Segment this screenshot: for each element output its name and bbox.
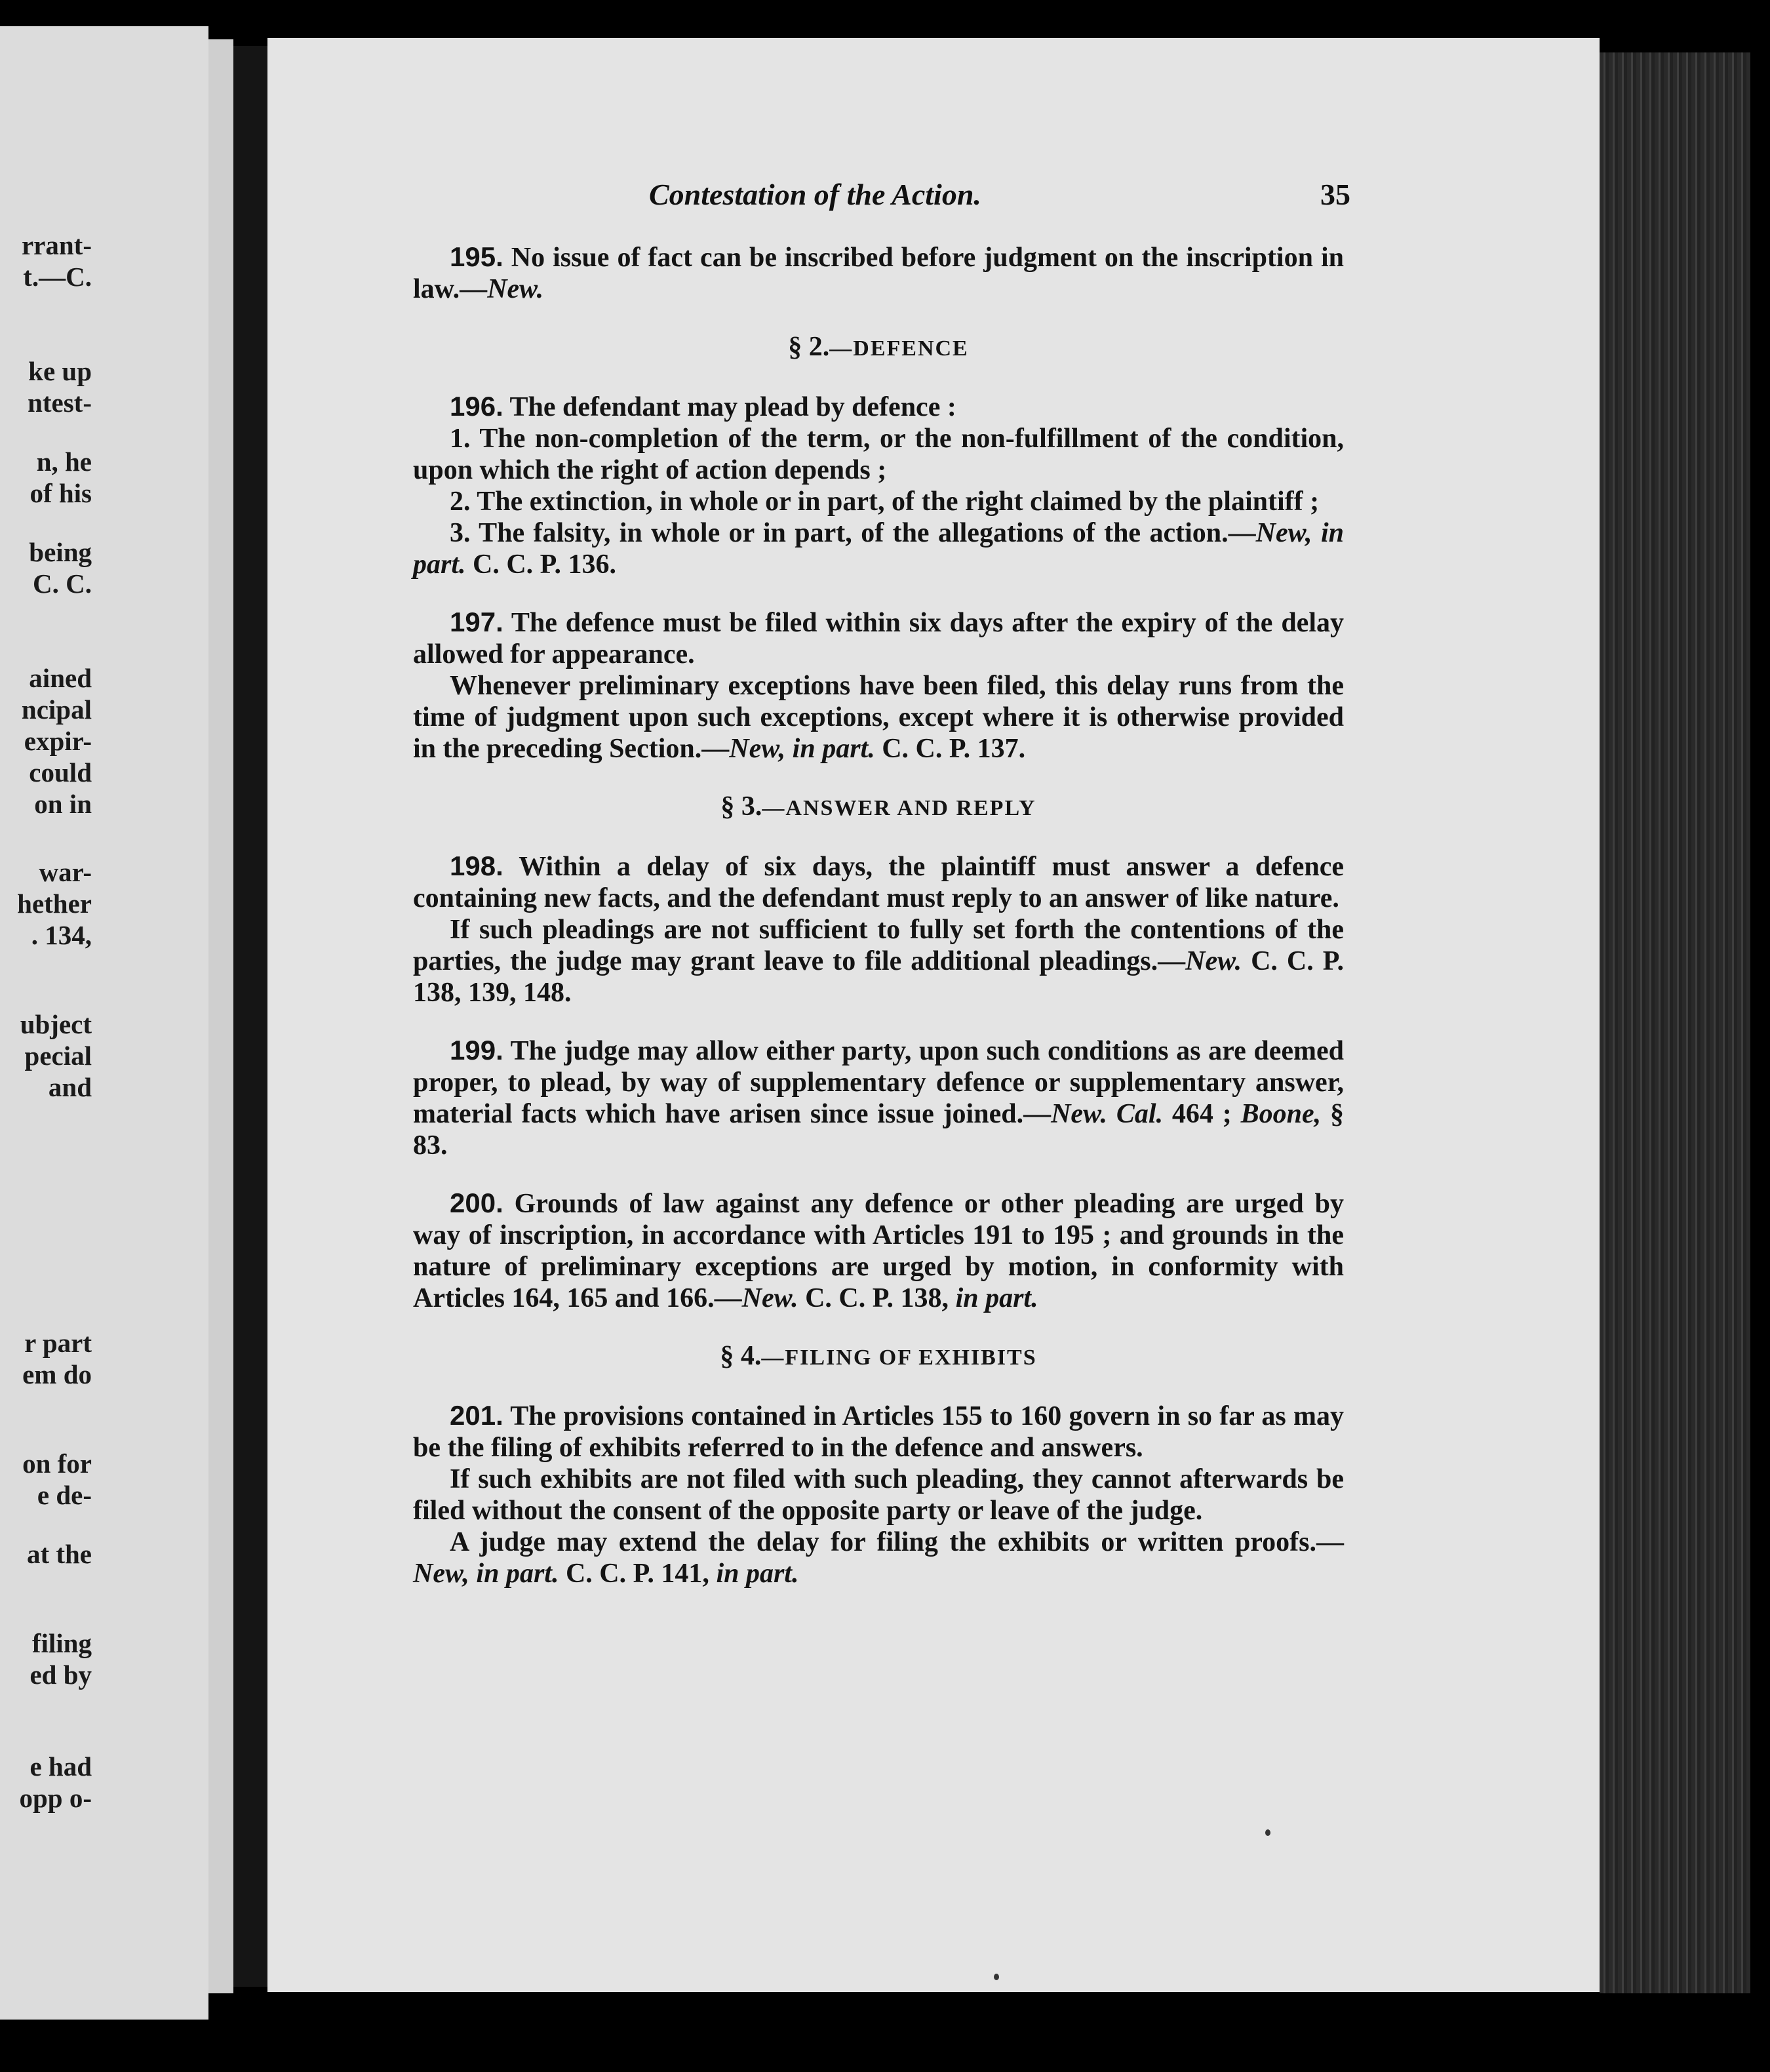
- gutter-shadow: [208, 39, 233, 1993]
- article-text: Whenever preliminary exceptions have been filed, this delay runs from the time of judgment upon such exceptions, except where it is otherwise provided in the preceding Section.—: [413, 671, 1344, 764]
- article-197-para-2: [413, 670, 1344, 765]
- left-fragment-line: could: [29, 757, 92, 787]
- left-fragment-line: hether: [17, 888, 92, 919]
- article-197: [413, 607, 1344, 670]
- article-198-para-2: [413, 914, 1344, 1008]
- article-number: 200.: [450, 1187, 503, 1218]
- article-201-para-3: [413, 1526, 1344, 1589]
- source-citation: New.: [1185, 946, 1242, 976]
- page-number: 35: [1320, 178, 1350, 211]
- left-fragment-line: n, he: [36, 447, 92, 477]
- code-reference: C. C. P. 137.: [875, 734, 1026, 764]
- section-title: —ANSWER AND REPLY: [762, 796, 1036, 820]
- code-reference: C. C. P. 138, 139, 148.: [413, 946, 1344, 1008]
- article-text: The judge may allow either party, upon such conditions as are deemed proper, to plead, by way of supplementary defence or supplementary answer, material facts which have arisen since issue joined.—: [413, 1036, 1344, 1129]
- article-text: If such pleadings are not sufficient to fully set forth the contentions of the parties, the judge may grant leave to file additional pleadings.—: [413, 915, 1344, 976]
- left-fragment-line: filing: [31, 1628, 92, 1658]
- article-number: 196.: [450, 391, 503, 422]
- article-198: [413, 850, 1344, 914]
- left-fragment-line: on for: [22, 1448, 92, 1479]
- ink-speck: [994, 1974, 999, 1980]
- left-fragment-line: opp o-: [19, 1783, 92, 1813]
- source-citation: Boone,: [1240, 1099, 1322, 1129]
- section-heading-answer-and-reply: [413, 791, 1344, 824]
- left-fragment-line: e had: [30, 1751, 92, 1782]
- left-page-fragment: [0, 26, 208, 2020]
- article-196-item-2: 2. The extinction, in whole or in part, of the right claimed by the plaintiff ;: [450, 487, 1320, 517]
- left-fragment-line: ncipal: [21, 694, 92, 725]
- article-number: 198.: [450, 850, 503, 881]
- article-text: Within a delay of six days, the plaintiff must answer a defence containing new facts, and the defendant must reply to an answer of like nature.: [413, 852, 1344, 913]
- article-196-item-1: 1. The non-completion of the term, or the non-fulfillment of the condition, upon which the right of action depends ;: [413, 424, 1344, 485]
- section-heading-defence: [413, 331, 1344, 365]
- article-200: [413, 1187, 1344, 1314]
- spacer-text: [1107, 1099, 1116, 1129]
- left-fragment-line: war-: [39, 857, 92, 887]
- article-201-para-2: If such exhibits are not filed with such pleading, they cannot afterwards be filed without the consent of the opposite party or leave of the judge.: [413, 1464, 1344, 1526]
- code-reference: 464 ;: [1163, 1099, 1241, 1129]
- left-fragment-line: ubject: [20, 1009, 92, 1039]
- code-reference: § 83.: [413, 1099, 1345, 1161]
- left-fragment-line: C. C.: [33, 568, 92, 599]
- code-reference: C. C. P. 141,: [559, 1559, 717, 1589]
- left-fragment-line: on in: [34, 789, 92, 819]
- left-fragment-line: r part: [24, 1328, 92, 1358]
- left-fragment-line: being: [29, 537, 92, 567]
- source-citation: in part.: [955, 1283, 1038, 1313]
- left-fragment-line: at the: [26, 1539, 92, 1569]
- section-number: § 4.: [720, 1341, 762, 1371]
- article-text: The defendant may plead by defence :: [503, 392, 956, 422]
- article-text: No issue of fact can be inscribed before judgment on the inscription in law.—: [413, 243, 1344, 304]
- article-number: 197.: [450, 607, 503, 637]
- left-fragment-line: ed by: [30, 1660, 92, 1690]
- left-fragment-line: pecial: [24, 1041, 92, 1071]
- left-fragment-line: e de-: [37, 1480, 92, 1510]
- source-citation: New, in part.: [729, 734, 875, 764]
- page-edges: [1600, 52, 1750, 1993]
- article-text: The defence must be filed within six days after the expiry of the delay allowed for appearance.: [413, 608, 1344, 669]
- left-fragment-line: ained: [29, 663, 92, 693]
- source-citation: New, in part.: [413, 1559, 559, 1589]
- running-title: Contestation of the Action.: [649, 178, 981, 211]
- left-fragment-line: em do: [22, 1359, 92, 1389]
- source-citation: New, in part.: [413, 518, 1344, 580]
- source-citation: in part.: [716, 1559, 799, 1589]
- left-fragment-line: ntest-: [28, 388, 92, 418]
- article-195: [413, 241, 1344, 305]
- running-head: [649, 177, 1350, 216]
- section-number: § 2.: [788, 332, 830, 362]
- left-fragment-line: of his: [30, 478, 92, 508]
- section-title: —DEFENCE: [829, 336, 969, 361]
- source-citation: New.: [741, 1283, 798, 1313]
- article-text: The provisions contained in Articles 155 to 160 govern in so far as may be the filing of exhibits referred to in the defence and answers.: [413, 1401, 1344, 1463]
- article-199: [413, 1035, 1344, 1161]
- article-196: [413, 391, 1344, 423]
- section-heading-filing-of-exhibits: [413, 1340, 1344, 1374]
- left-fragment-line: ke up: [28, 356, 92, 386]
- left-fragment-line: rrant-: [21, 230, 92, 260]
- article-201: [413, 1400, 1344, 1464]
- article-number: 199.: [450, 1035, 503, 1066]
- source-citation: New.: [1051, 1099, 1108, 1129]
- ink-speck: [1265, 1829, 1270, 1836]
- code-reference: C. C. P. 136.: [465, 549, 616, 580]
- section-title: —FILING OF EXHIBITS: [761, 1345, 1037, 1370]
- code-reference: C. C. P. 138,: [798, 1283, 956, 1313]
- page-body: [413, 241, 1344, 1589]
- left-fragment-line: . 134,: [31, 920, 92, 950]
- article-text: Grounds of law against any defence or other pleading are urged by way of inscription, in accordance with Articles 191 to 195 ; and grounds in the nature of preliminary exceptions are urged by motion, in conformity with Articles 164, 165 and 166.—: [413, 1189, 1344, 1313]
- section-number: § 3.: [720, 791, 762, 822]
- article-number: 195.: [450, 241, 503, 272]
- article-text: A judge may extend the delay for filing the exhibits or written proofs.—: [450, 1527, 1344, 1557]
- left-fragment-line: and: [48, 1072, 92, 1102]
- article-text: 3. The falsity, in whole or in part, of the allegations of the action.—: [450, 518, 1256, 548]
- article-196-item-3: [413, 517, 1344, 580]
- source-citation: New.: [487, 274, 544, 304]
- book-spine: [233, 46, 267, 1987]
- left-fragment-line: t.—C.: [23, 262, 92, 292]
- source-citation: Cal.: [1116, 1099, 1164, 1129]
- article-number: 201.: [450, 1400, 503, 1431]
- left-fragment-line: expir-: [24, 726, 92, 756]
